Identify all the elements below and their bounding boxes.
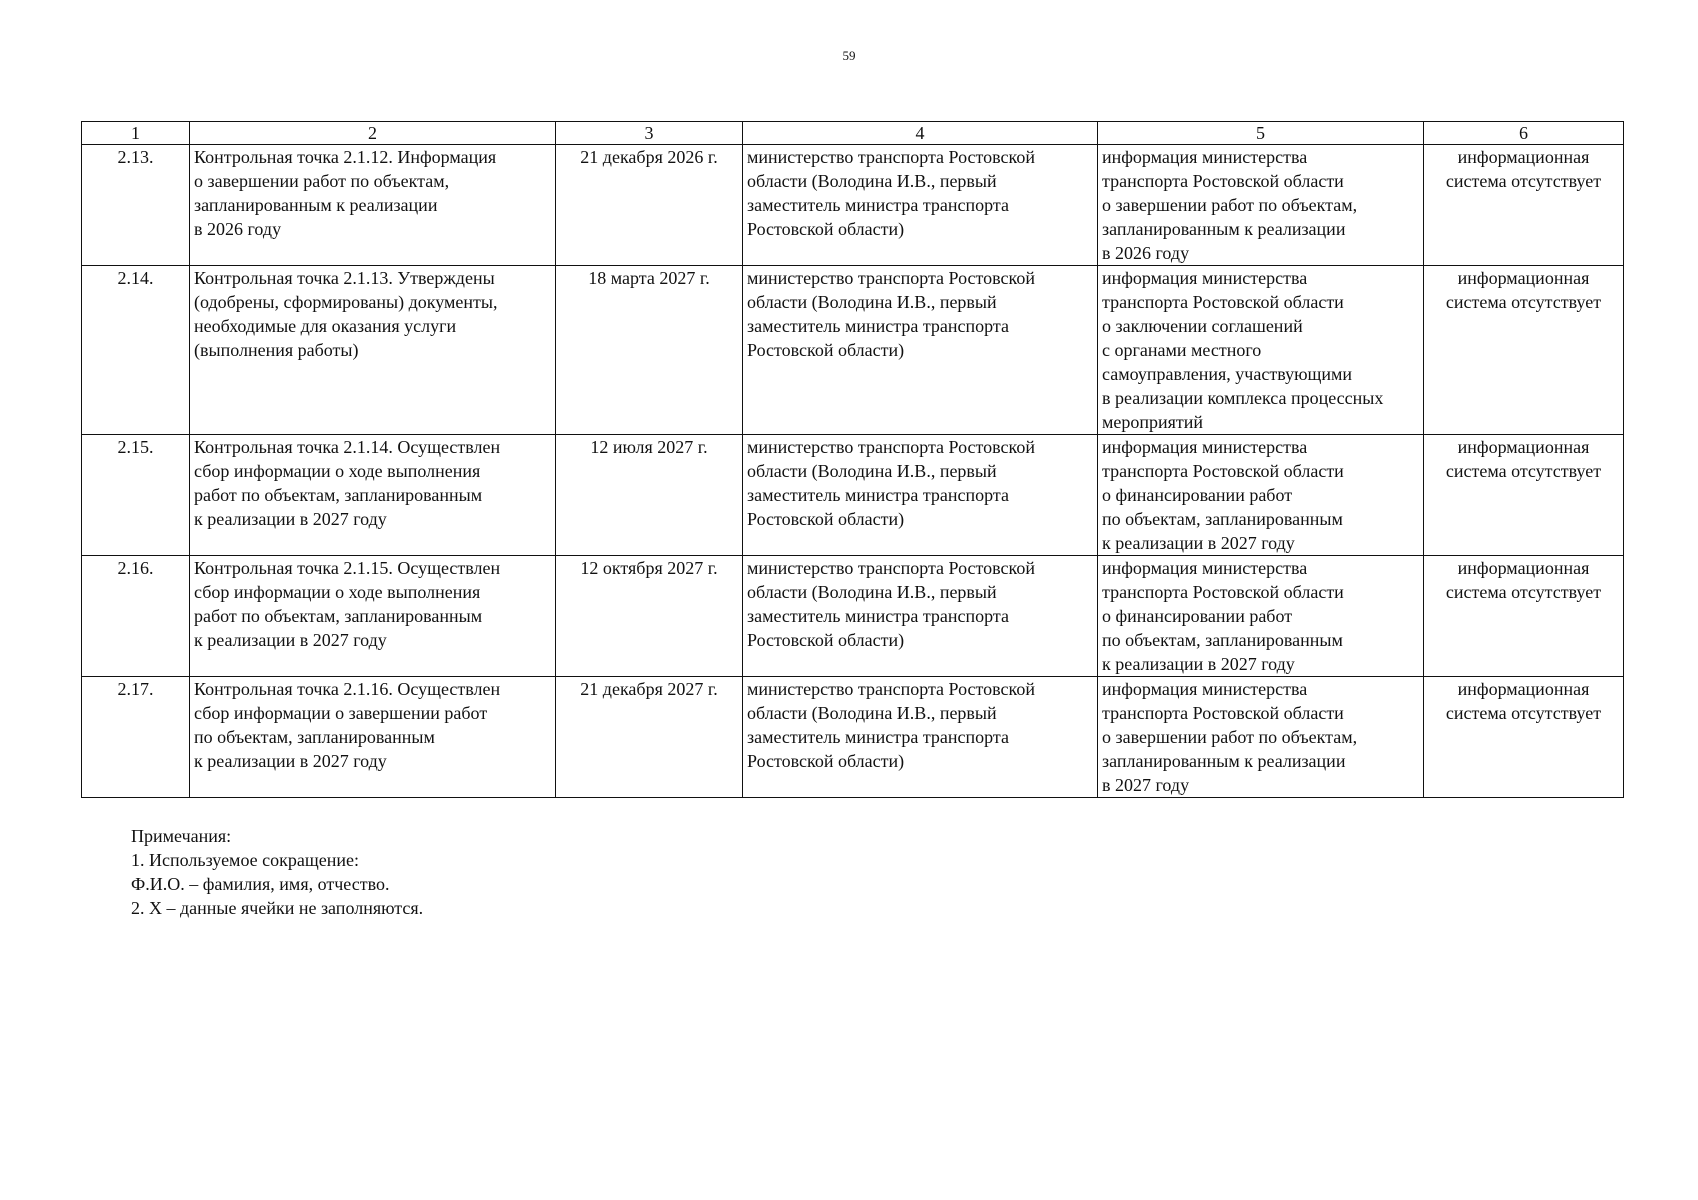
due-date-cell: 12 октября 2027 г. — [556, 556, 743, 677]
due-date-cell: 18 марта 2027 г. — [556, 266, 743, 435]
notes-heading: Примечания: — [131, 826, 232, 846]
responsible-cell-line: Ростовской области) — [747, 219, 905, 239]
document-cell-line: транспорта Ростовской области — [1102, 703, 1344, 723]
document-cell-line: о финансировании работ — [1102, 485, 1293, 505]
note-item: 1. Используемое сокращение: — [131, 850, 359, 870]
control-point-name-cell-line: Контрольная точка 2.1.15. Осуществлен — [194, 558, 501, 578]
control-point-name-cell-line: сбор информации о ходе выполнения — [194, 461, 481, 481]
responsible-cell-line: министерство транспорта Ростовской — [747, 558, 1036, 578]
document-cell — [1098, 677, 1424, 798]
document-cell-line: по объектам, запланированным — [1102, 509, 1343, 529]
document-cell-line: к реализации в 2027 году — [1102, 654, 1295, 674]
control-point-name-cell-line: в 2026 году — [194, 219, 282, 239]
table-row — [82, 435, 1624, 556]
responsible-cell-line: заместитель министра транспорта — [747, 606, 1009, 626]
control-point-name-cell-line: к реализации в 2027 году — [194, 630, 387, 650]
notes-section — [131, 824, 423, 920]
column-header-3: 3 — [556, 122, 743, 145]
document-cell-line: о завершении работ по объектам, — [1102, 195, 1358, 215]
table-row — [82, 145, 1624, 266]
document-cell-line: запланированным к реализации — [1102, 751, 1346, 771]
control-point-name-cell — [190, 677, 556, 798]
control-point-name-cell — [190, 556, 556, 677]
information-system-cell-line: информационная — [1457, 147, 1590, 167]
control-point-name-cell-line: Контрольная точка 2.1.13. Утверждены — [194, 268, 495, 288]
document-cell-line: о финансировании работ — [1102, 606, 1293, 626]
document-cell-line: транспорта Ростовской области — [1102, 292, 1344, 312]
control-point-name-cell — [190, 435, 556, 556]
responsible-cell-line: заместитель министра транспорта — [747, 316, 1009, 336]
responsible-cell-line: министерство транспорта Ростовской — [747, 679, 1036, 699]
document-cell-line: в 2027 году — [1102, 775, 1190, 795]
document-cell — [1098, 266, 1424, 435]
document-cell-line: в 2026 году — [1102, 243, 1190, 263]
row-number-cell: 2.13. — [82, 145, 190, 266]
table-row — [82, 556, 1624, 677]
information-system-cell — [1424, 266, 1624, 435]
document-cell-line: о завершении работ по объектам, — [1102, 727, 1358, 747]
responsible-cell-line: области (Володина И.В., первый — [747, 171, 997, 191]
table-row — [82, 677, 1624, 798]
responsible-cell-line: области (Володина И.В., первый — [747, 703, 997, 723]
row-number-cell: 2.16. — [82, 556, 190, 677]
information-system-cell-line: система отсутствует — [1445, 171, 1602, 191]
table-row — [82, 266, 1624, 435]
document-cell-line: информация министерства — [1102, 147, 1308, 167]
information-system-cell — [1424, 145, 1624, 266]
document-cell-line: о заключении соглашений — [1102, 316, 1303, 336]
control-point-name-cell — [190, 145, 556, 266]
control-point-name-cell-line: Контрольная точка 2.1.16. Осуществлен — [194, 679, 501, 699]
due-date-cell: 21 декабря 2027 г. — [556, 677, 743, 798]
responsible-cell-line: Ростовской области) — [747, 751, 905, 771]
document-cell-line: к реализации в 2027 году — [1102, 533, 1295, 553]
responsible-cell-line: заместитель министра транспорта — [747, 195, 1009, 215]
information-system-cell-line: система отсутствует — [1445, 292, 1602, 312]
control-point-name-cell-line: к реализации в 2027 году — [194, 751, 387, 771]
control-points-table — [81, 121, 1624, 798]
due-date-cell: 12 июля 2027 г. — [556, 435, 743, 556]
control-point-name-cell-line: по объектам, запланированным — [194, 727, 435, 747]
information-system-cell-line: информационная — [1457, 268, 1590, 288]
column-header-5: 5 — [1098, 122, 1424, 145]
responsible-cell-line: министерство транспорта Ростовской — [747, 437, 1036, 457]
information-system-cell-line: система отсутствует — [1445, 582, 1602, 602]
responsible-cell-line: области (Володина И.В., первый — [747, 292, 997, 312]
information-system-cell-line: система отсутствует — [1445, 461, 1602, 481]
document-cell-line: информация министерства — [1102, 558, 1308, 578]
column-header-2: 2 — [190, 122, 556, 145]
responsible-cell-line: области (Володина И.В., первый — [747, 582, 997, 602]
document-cell-line: транспорта Ростовской области — [1102, 582, 1344, 602]
document-cell — [1098, 435, 1424, 556]
document-cell-line: транспорта Ростовской области — [1102, 171, 1344, 191]
responsible-cell-line: области (Володина И.В., первый — [747, 461, 997, 481]
document-cell-line: в реализации комплекса процессных — [1102, 388, 1384, 408]
note-item: Ф.И.О. – фамилия, имя, отчество. — [131, 874, 390, 894]
responsible-cell — [743, 145, 1098, 266]
responsible-cell-line: министерство транспорта Ростовской — [747, 268, 1036, 288]
document-cell-line: запланированным к реализации — [1102, 219, 1346, 239]
control-point-name-cell-line: (выполнения работы) — [194, 340, 359, 360]
document-cell-line: мероприятий — [1102, 412, 1204, 432]
control-point-name-cell — [190, 266, 556, 435]
control-point-name-cell-line: работ по объектам, запланированным — [194, 485, 483, 505]
responsible-cell-line: Ростовской области) — [747, 340, 905, 360]
column-header-6: 6 — [1424, 122, 1624, 145]
table-body — [82, 145, 1624, 798]
document-cell — [1098, 145, 1424, 266]
document-cell-line: транспорта Ростовской области — [1102, 461, 1344, 481]
document-cell-line: по объектам, запланированным — [1102, 630, 1343, 650]
document-cell-line: самоуправления, участвующими — [1102, 364, 1353, 384]
document-cell-line: с органами местного — [1102, 340, 1262, 360]
control-point-name-cell-line: работ по объектам, запланированным — [194, 606, 483, 626]
information-system-cell-line: информационная — [1457, 558, 1590, 578]
control-point-name-cell-line: необходимые для оказания услуги — [194, 316, 457, 336]
information-system-cell — [1424, 677, 1624, 798]
information-system-cell-line: информационная — [1457, 679, 1590, 699]
column-header-1: 1 — [82, 122, 190, 145]
information-system-cell-line: система отсутствует — [1445, 703, 1602, 723]
information-system-cell — [1424, 556, 1624, 677]
responsible-cell-line: министерство транспорта Ростовской — [747, 147, 1036, 167]
responsible-cell — [743, 266, 1098, 435]
responsible-cell-line: заместитель министра транспорта — [747, 727, 1009, 747]
document-cell-line: информация министерства — [1102, 268, 1308, 288]
column-header-4: 4 — [743, 122, 1098, 145]
control-point-name-cell-line: о завершении работ по объектам, — [194, 171, 450, 191]
table-header-row — [82, 122, 1624, 145]
control-point-name-cell-line: сбор информации о завершении работ — [194, 703, 488, 723]
control-point-name-cell-line: Контрольная точка 2.1.12. Информация — [194, 147, 497, 167]
responsible-cell-line: заместитель министра транспорта — [747, 485, 1009, 505]
responsible-cell-line: Ростовской области) — [747, 509, 905, 529]
due-date-cell: 21 декабря 2026 г. — [556, 145, 743, 266]
page-number: 59 — [842, 48, 856, 63]
responsible-cell — [743, 435, 1098, 556]
note-item: 2. Х – данные ячейки не заполняются. — [131, 898, 424, 918]
responsible-cell — [743, 677, 1098, 798]
row-number-cell: 2.17. — [82, 677, 190, 798]
document-cell — [1098, 556, 1424, 677]
row-number-cell: 2.15. — [82, 435, 190, 556]
document-cell-line: информация министерства — [1102, 437, 1308, 457]
control-point-name-cell-line: запланированным к реализации — [194, 195, 438, 215]
responsible-cell — [743, 556, 1098, 677]
control-point-name-cell-line: к реализации в 2027 году — [194, 509, 387, 529]
document-cell-line: информация министерства — [1102, 679, 1308, 699]
control-point-name-cell-line: сбор информации о ходе выполнения — [194, 582, 481, 602]
control-point-name-cell-line: Контрольная точка 2.1.14. Осуществлен — [194, 437, 501, 457]
responsible-cell-line: Ростовской области) — [747, 630, 905, 650]
information-system-cell — [1424, 435, 1624, 556]
information-system-cell-line: информационная — [1457, 437, 1590, 457]
row-number-cell: 2.14. — [82, 266, 190, 435]
control-point-name-cell-line: (одобрены, сформированы) документы, — [194, 292, 498, 312]
